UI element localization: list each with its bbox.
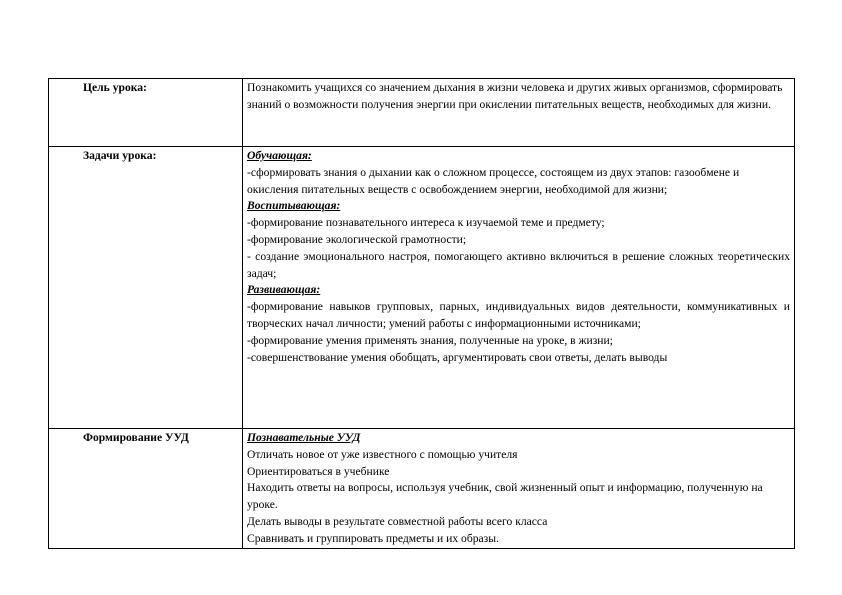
- table-row-tasks: [49, 147, 795, 429]
- upbringing-item: -формирование экологической грамотности;: [247, 232, 467, 246]
- lesson-plan-table: [48, 78, 795, 549]
- upbringing-item: -формирование познавательного интереса к изучаемой теме и предмету;: [247, 216, 605, 230]
- uud-label: Формирование УУД: [49, 429, 243, 549]
- developing-item: -формирование умения применять знания, полученные на уроке, в жизни;: [247, 333, 613, 347]
- table-row-uud: [49, 429, 795, 549]
- uud-item: Делать выводы в результате совместной работы всего класса: [247, 514, 548, 528]
- uud-cell: [243, 429, 795, 549]
- educational-heading: Обучающая:: [247, 149, 312, 162]
- upbringing-item: - создание эмоционального настроя, помогающего активно включиться в решение сложных теоретических задач;: [247, 249, 790, 280]
- educational-item: -сформировать знания о дыхании как о сложном процессе, состоящем из двух этапов: газообмене и окисления питательных веществ с освобождением энергии, необходимой для жизни;: [247, 165, 740, 196]
- tasks-cell: [243, 147, 795, 429]
- tasks-label: Задачи урока:: [49, 147, 243, 429]
- developing-item: -совершенствование умения обобщать, аргументировать свои ответы, делать выводы: [247, 350, 668, 364]
- uud-heading: Познавательные УУД: [247, 431, 361, 444]
- upbringing-heading: Воспитывающая:: [247, 199, 341, 213]
- goal-label: Цель урока:: [49, 79, 243, 147]
- goal-text: Познакомить учащихся со значением дыхания в жизни человека и других живых организмов, сформировать знаний о возможности получения энергии при окислении питательных веществ, необходимых для жизни.: [247, 81, 783, 111]
- uud-item: Отличать новое от уже известного с помощью учителя: [247, 447, 518, 461]
- goal-cell: [243, 79, 795, 147]
- table-row-goal: [49, 79, 795, 147]
- developing-heading: Развивающая:: [247, 283, 321, 297]
- uud-item: Ориентироваться в учебнике: [247, 464, 390, 478]
- developing-item: -формирование навыков групповых, парных, индивидуальных видов деятельности, коммуникативных и творческих начал личности; умений работы с информационными источниками;: [247, 300, 790, 330]
- uud-item: Находить ответы на вопросы, используя учебник, свой жизненный опыт и информацию, полученную на уроке.: [247, 481, 763, 512]
- uud-item: Сравнивать и группировать предметы и их образы.: [247, 531, 499, 545]
